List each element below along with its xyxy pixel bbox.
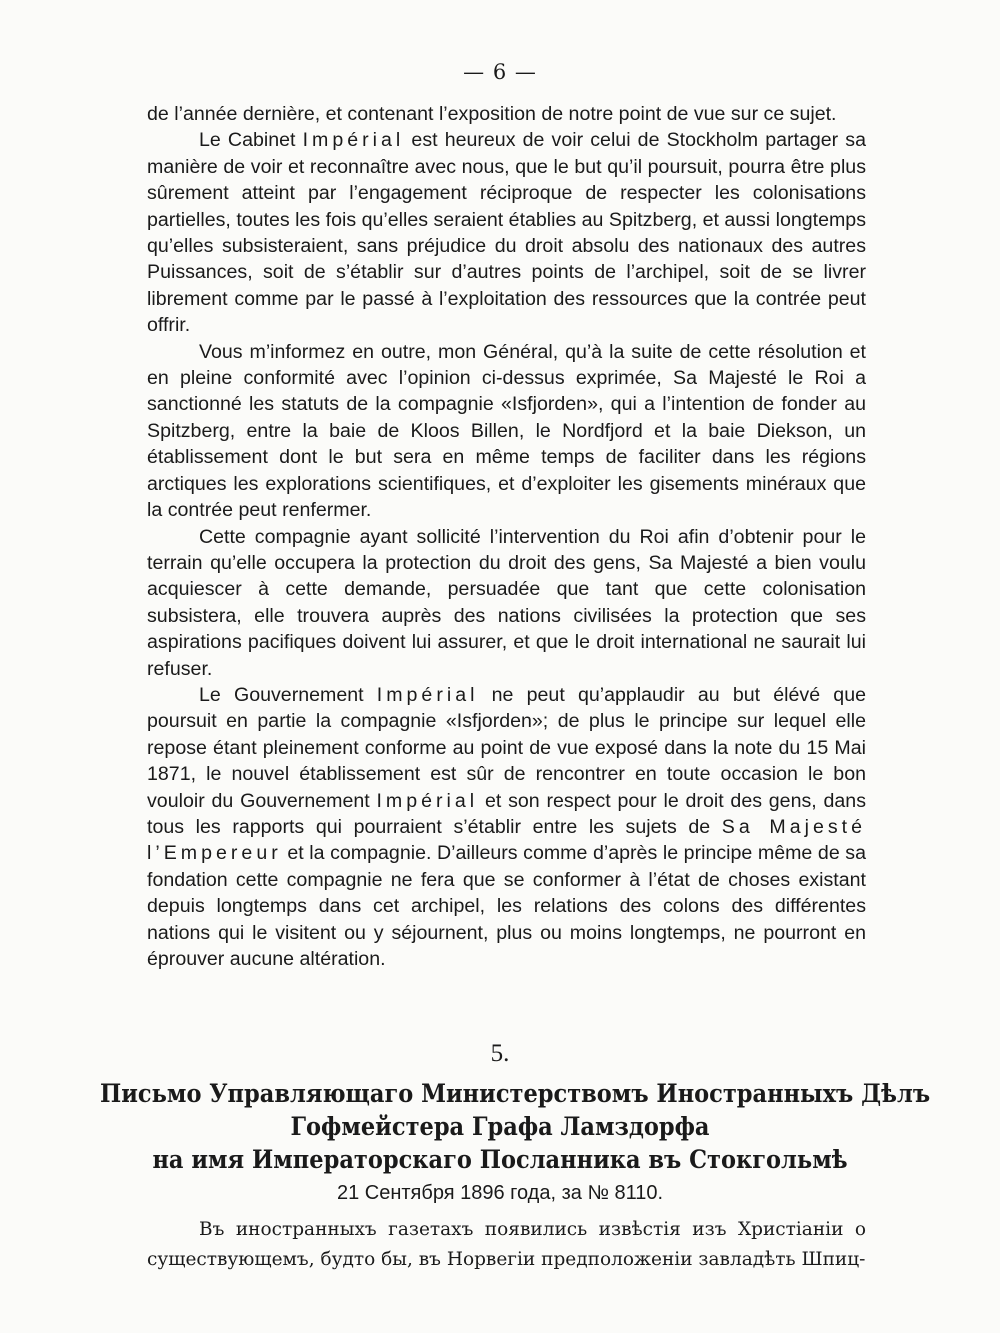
paragraph: Въ иностранныхъ газетахъ появились извѣстія изъ Христіаніи о существующемъ, будто бы, въ Норвегіи предположеніи завладѣть Шпиц- (147, 1219, 866, 1270)
heading-line: Письмо Управляющаго Министерствомъ Иностранныхъ Дѣлъ (100, 1080, 931, 1109)
spaced-text: Sa Majesté l’Empereur (147, 815, 866, 865)
text-run: ne peut qu’applaudir au but élévé que poursuit en partie la compagnie «Isfjorden»; de plus le principe sur lequel elle repose étant pleinement conforme au point de vue exposé dans la note du 15 Mai 1871, le nouvel établissement est sûr de rencontrer en toute occasion le bon vouloir du Gouvernement (147, 683, 866, 812)
letter-body (147, 101, 866, 972)
spaced-text: Impérial (376, 683, 479, 706)
section-number: 5. (490, 1040, 510, 1067)
spaced-text: Impérial (376, 789, 479, 812)
text-run: Le Gouvernement (199, 683, 377, 706)
heading-line: Гофмейстера Графа Ламздорфа (290, 1113, 710, 1142)
paragraph: Vous m’informez en outre, mon Général, qu’à la suite de cette résolution et en pleine conformité avec l’opinion ci-dessus exprimée, Sa Majesté le Roi a sanctionné les statuts de la compagnie «Isfjorden», qui a l’intention de fonder au Spitzberg, entre la baie de Kloos Billen, le Nordfjord et la baie Diekson, un établissement dont le but sera en même temps de faciliter dans les régions arctiques les explorations scientifiques, et d’exploiter les gisements minéraux que la contrée peut renfermer. (147, 340, 866, 522)
paragraph (147, 682, 866, 972)
spaced-text: Impérial (302, 129, 405, 152)
paragraph: Cette compagnie ayant sollicité l’intervention du Roi afin d’obtenir pour le terrain qu’elle occupera la protection du droit des gens, Sa Majesté a bien voulu acquiescer à cette demande, persuadée que tant que cette colonisation subsistera, elle trouvera auprès des nations civilisées la protection que ses aspirations pacifiques doivent lui assurer, et que le droit international ne saurait lui refuser. (147, 525, 866, 680)
text-run: et la compagnie. D’ailleurs comme d’après le principe même de sa fondation cette compagnie ne fera que se conformer à l’état de choses existant depuis longtemps dans cet archipel, les relations des colons des différentes nations qui le visitent ou y séjournent, plus ou moins longtemps, ne pourront en éprouver aucune altération. (147, 842, 866, 970)
section-body (147, 1215, 866, 1275)
paragraph (147, 127, 866, 338)
page-number: — 6 — (463, 60, 537, 84)
heading-line: на имя Императорскаго Посланника въ Стокгольмѣ (152, 1146, 848, 1175)
section-heading (100, 1078, 931, 1177)
text-run: et son respect pour le droit des gens, dans tous les rapports qui pourraient s’établir entre les sujets de (147, 789, 866, 838)
text-run: Le Cabinet (199, 129, 303, 152)
text-run: est heureux de voir celui de Stockholm partager sa manière de voir et reconnaître avec nous, que le but qu’il poursuit, pourra être plus sûrement atteint par l’engagement réciproque de respecter les colonisations partielles, toutes les fois qu’elles seraient établies au Spitzberg, et aussi longtemps qu’elles subsisteraient, sans préjudice du droit absolu des nationaux des autres Puissances, soit de s’établir sur d’autres points de l’archipel, soit de se livrer librement comme par le passé à l’exploitation des ressources que la contrée peut offrir. (147, 129, 867, 337)
paragraph: de l’année dernière, et contenant l’exposition de notre point de vue sur ce sujet. (147, 103, 837, 125)
dateline: 21 Сентября 1896 года, за № 8110. (336, 1182, 664, 1204)
